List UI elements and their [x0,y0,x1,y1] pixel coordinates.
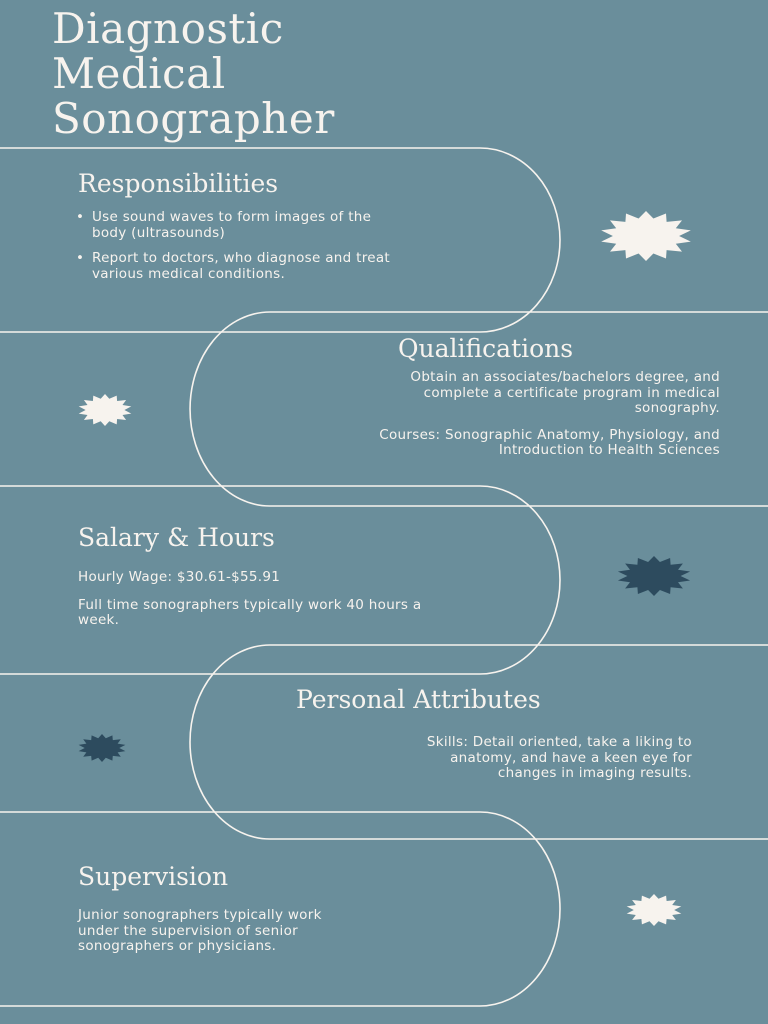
responsibilities-heading: Responsibilities [78,169,279,198]
list-item: • Report to doctors, who diagnose and treat various medical conditions. [72,251,392,282]
salary-heading: Salary & Hours [78,523,275,552]
title-line-1: Diagnostic [52,4,284,53]
qualifications-text [358,370,720,459]
responsibilities-list [72,210,392,292]
title-line-3: Sonographer [52,94,335,143]
starburst-icon [78,734,126,762]
title-line-2: Medical [52,49,226,98]
supervision-paragraph: Junior sonographers typically work under the supervision of senior sonographers or physicians. [78,907,322,954]
supervision-text [78,908,358,955]
qualifications-heading: Qualifications [398,334,574,363]
attributes-paragraph: Skills: Detail oriented, take a liking to anatomy, and have a keen eye for changes in imaging results. [426,734,692,781]
starburst-icon [600,211,692,261]
attributes-heading: Personal Attributes [296,685,541,714]
salary-paragraph: Full time sonographers typically work 40 hours a week. [78,596,422,628]
qualifications-paragraph: Obtain an associates/bachelors degree, and complete a certificate program in medical sonography. [410,369,720,416]
attributes-text [390,735,692,782]
page-title [52,6,335,141]
salary-paragraph: Hourly Wage: $30.61-$55.91 [78,569,281,585]
starburst-icon [626,894,682,926]
list-item: • Use sound waves to form images of the body (ultrasounds) [72,210,392,241]
salary-text [78,570,443,629]
starburst-icon [617,556,691,596]
supervision-heading: Supervision [78,862,229,891]
starburst-icon [78,394,132,426]
qualifications-paragraph: Courses: Sonographic Anatomy, Physiology, and Introduction to Health Sciences [379,426,720,458]
